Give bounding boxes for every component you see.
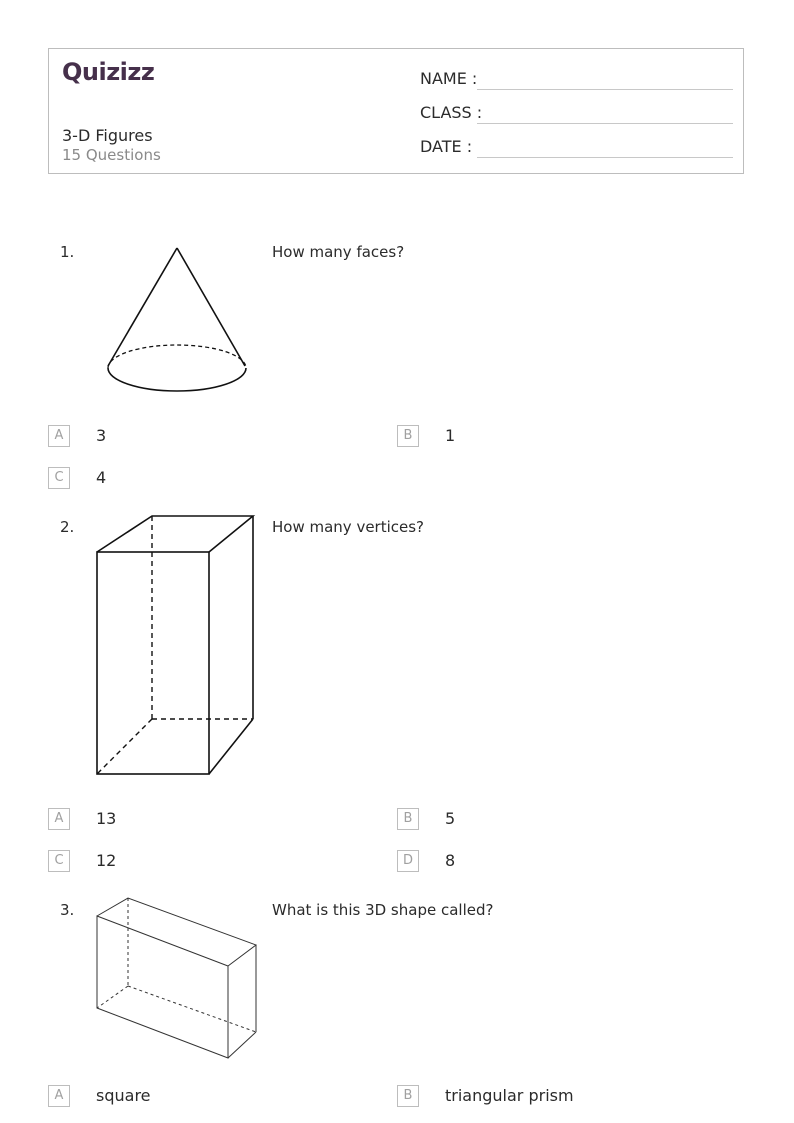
option-b-box[interactable]: B [397, 425, 419, 447]
cone-figure [100, 240, 255, 400]
option-c-text: 4 [96, 468, 107, 487]
question-number: 2. [60, 518, 75, 536]
class-label: CLASS : [420, 103, 483, 122]
name-label: NAME : [420, 69, 478, 88]
option-d-box[interactable]: D [397, 850, 419, 872]
option-b-text: triangular prism [445, 1086, 574, 1105]
question-number: 3. [60, 901, 75, 919]
cuboid-figure [90, 892, 260, 1064]
question-text: How many faces? [272, 243, 405, 261]
question-text: What is this 3D shape called? [272, 901, 494, 919]
option-b-box[interactable]: B [397, 1085, 419, 1107]
option-a-box[interactable]: A [48, 425, 70, 447]
option-b-text: 5 [445, 809, 456, 828]
option-c-box[interactable]: C [48, 850, 70, 872]
option-c-box[interactable]: C [48, 467, 70, 489]
option-d-text: 8 [445, 851, 456, 870]
question-count: 15 Questions [62, 146, 161, 164]
date-field[interactable] [477, 157, 733, 158]
name-field[interactable] [477, 89, 733, 90]
option-a-text: 3 [96, 426, 107, 445]
option-b-box[interactable]: B [397, 808, 419, 830]
quizizz-logo: Quizizz [62, 58, 155, 86]
option-a-text: square [96, 1086, 151, 1105]
class-field[interactable] [477, 123, 733, 124]
worksheet-title: 3-D Figures [62, 126, 153, 145]
option-a-text: 13 [96, 809, 117, 828]
option-a-box[interactable]: A [48, 1085, 70, 1107]
option-b-text: 1 [445, 426, 456, 445]
question-number: 1. [60, 243, 75, 261]
option-a-box[interactable]: A [48, 808, 70, 830]
date-label: DATE : [420, 137, 473, 156]
worksheet-header [48, 48, 744, 174]
question-text: How many vertices? [272, 518, 425, 536]
option-c-text: 12 [96, 851, 117, 870]
rectangular-prism-figure [90, 510, 260, 780]
